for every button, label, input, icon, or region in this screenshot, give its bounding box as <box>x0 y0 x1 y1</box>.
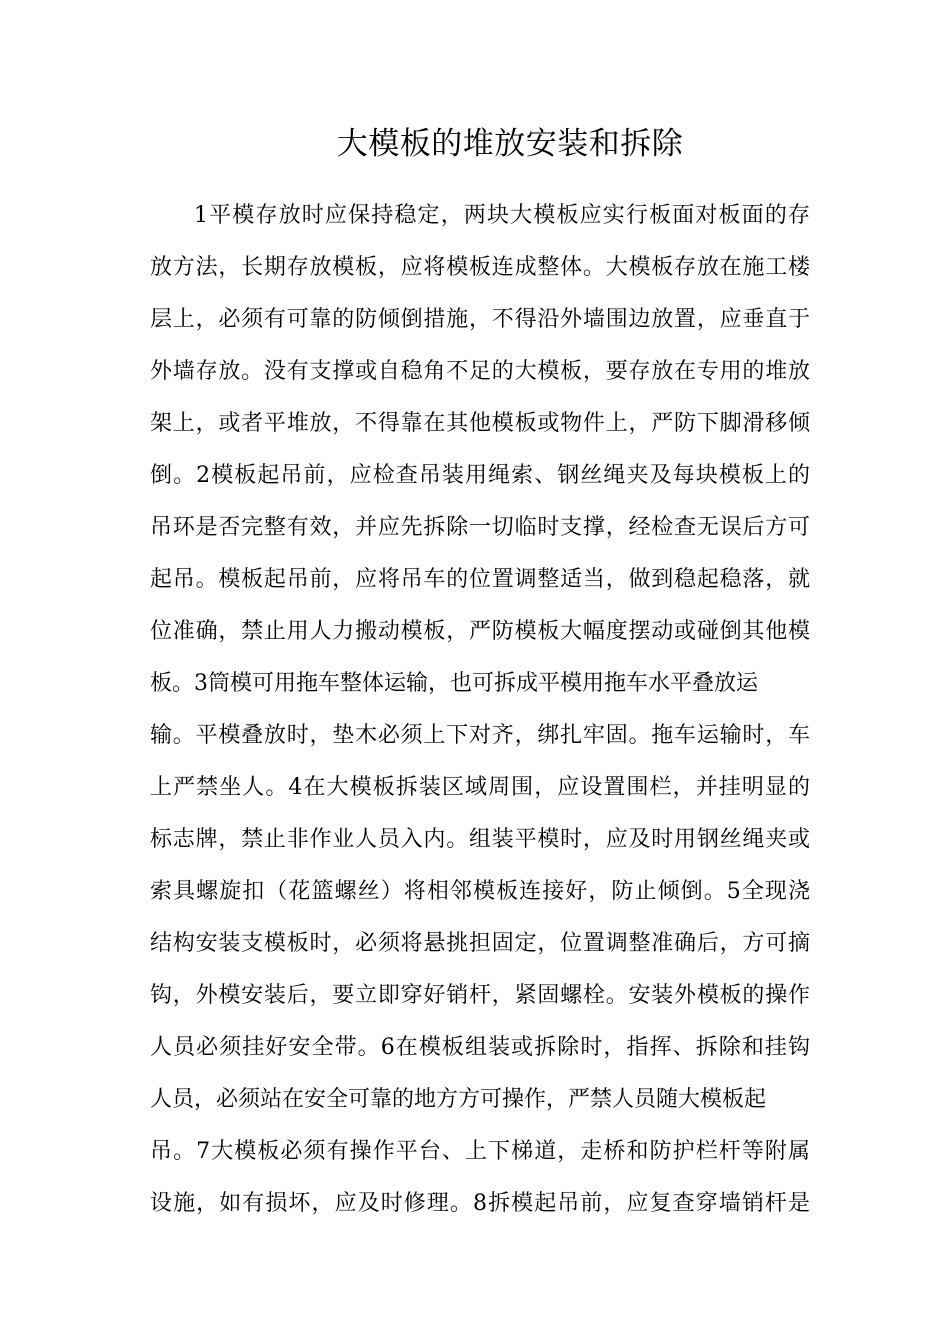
text-line: 钩，外模安装后，要立即穿好销杆，紧固螺栓。安装外模板的操作 <box>150 983 810 1008</box>
text-line: 人员，必须站在安全可靠的地方方可操作，严禁人员随大模板起 <box>150 1087 767 1112</box>
text-line: 放方法，长期存放模板，应将模板连成整体。大模板存放在施工楼 <box>150 255 810 280</box>
text-line: 结构安装支模板时，必须将悬挑担固定，位置调整准确后，方可摘 <box>150 931 810 956</box>
body-paragraph <box>150 190 810 1230</box>
text-line: 板。3筒模可用拖车整体运输，也可拆成平模用拖车水平叠放运 <box>150 671 758 696</box>
text-line: 上严禁坐人。4在大模板拆装区域周围，应设置围栏，并挂明显的 <box>150 775 810 800</box>
text-line: 架上，或者平堆放，不得靠在其他模板或物件上，严防下脚滑移倾 <box>150 411 810 436</box>
text-line: 吊。7大模板必须有操作平台、上下梯道，走桥和防护栏杆等附属 <box>150 1139 810 1164</box>
text-line: 人员必须挂好安全带。6在模板组装或拆除时，指挥、拆除和挂钩 <box>150 1035 810 1060</box>
text-line: 层上，必须有可靠的防倾倒措施，不得沿外墙围边放置，应垂直于 <box>150 307 810 332</box>
text-line: 吊环是否完整有效，并应先拆除一切临时支撑，经检查无误后方可 <box>150 515 810 540</box>
text-line: 倒。2模板起吊前，应检查吊装用绳索、钢丝绳夹及每块模板上的 <box>150 463 810 488</box>
text-line: 起吊。模板起吊前，应将吊车的位置调整适当，做到稳起稳落，就 <box>150 567 810 592</box>
text-line: 设施，如有损坏，应及时修理。8拆模起吊前，应复查穿墙销杆是 <box>150 1191 810 1216</box>
text-line: 外墙存放。没有支撑或自稳角不足的大模板，要存放在专用的堆放 <box>150 359 810 384</box>
text-line: 1平模存放时应保持稳定，两块大模板应实行板面对板面的存 <box>194 203 810 228</box>
text-line: 位准确，禁止用人力搬动模板，严防模板大幅度摆动或碰倒其他模 <box>150 619 810 644</box>
text-line: 标志牌，禁止非作业人员入内。组装平模时，应及时用钢丝绳夹或 <box>150 827 810 852</box>
page-title: 大模板的堆放安装和拆除 <box>336 126 684 162</box>
text-line: 输。平模叠放时，垫木必须上下对齐，绑扎牢固。拖车运输时，车 <box>150 723 810 748</box>
text-line: 索具螺旋扣（花篮螺丝）将相邻模板连接好，防止倾倒。5全现浇 <box>150 879 810 904</box>
